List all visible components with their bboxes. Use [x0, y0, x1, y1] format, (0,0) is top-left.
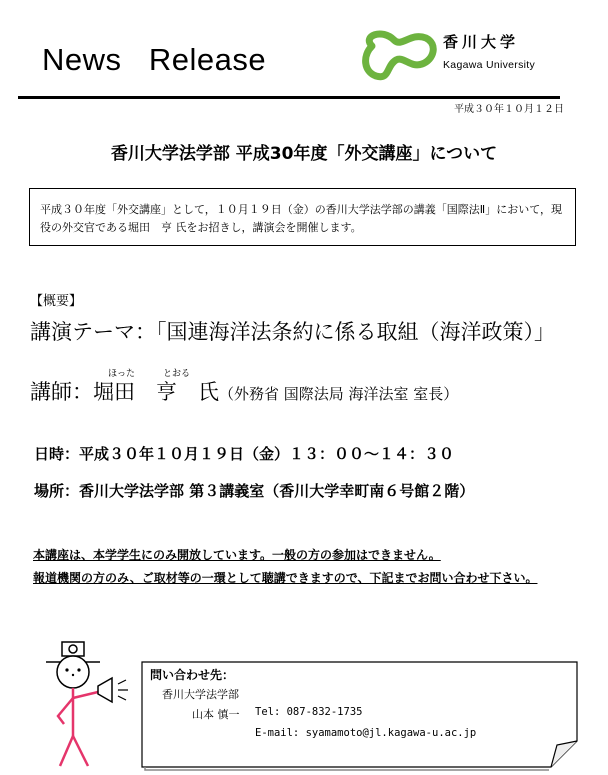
lecturer-affiliation: （外務省 国際法局 海洋法室 室長）	[219, 385, 459, 403]
header-divider	[18, 96, 560, 99]
university-name-en: Kagawa University	[443, 59, 536, 71]
lecturer-ruby-given: とおる	[163, 369, 191, 379]
event-datetime: 日時：平成３０年１０月１９日（金）１３：００～１４：３０	[34, 445, 455, 463]
contact-department: 香川大学法学部	[162, 688, 239, 701]
notice-students-only: 本講座は、本学学生にのみ開放しています。一般の方の参加はできません。	[33, 548, 441, 562]
news-release-heading: News Release	[42, 42, 267, 77]
page-title: 香川大学法学部 平成30年度「外交講座」について	[110, 144, 498, 164]
lecturer-name: 堀田 亨 氏	[93, 380, 219, 404]
notice-press: 報道機関の方のみ、ご取材等の一環として聴講できますので、下記までお問い合わせ下さい。	[33, 571, 538, 585]
lecture-theme: 講演テーマ：「国連海洋法条約に係る取組（海洋政策）」	[30, 320, 555, 344]
university-name-ja: 香川大学	[443, 33, 520, 51]
mascot-illustration	[40, 640, 140, 770]
release-date: 平成３０年１０月１２日	[454, 104, 564, 115]
contact-tel: Tel: 087-832-1735	[255, 706, 363, 718]
lecturer-ruby-family: ほった	[108, 369, 136, 379]
event-place: 場所：香川大学法学部 第３講義室（香川大学幸町南６号館２階）	[34, 482, 475, 500]
lecturer-label: 講師：	[30, 380, 93, 404]
contact-email[interactable]: E-mail: syamamoto@jl.kagawa-u.ac.jp	[255, 727, 477, 739]
contact-name: 山本 慎一	[192, 708, 240, 721]
lecturer-line	[30, 376, 458, 406]
overview-label: 【概要】	[30, 294, 83, 309]
university-logo	[360, 26, 440, 82]
contact-heading: 問い合わせ先：	[150, 668, 235, 682]
summary-text: 平成３０年度「外交講座」として，１０月１９日（金）の香川大学法学部の講義「国際法Ⅱ」において，現役の外交官である堀田 亨 氏をお招きし，講演会を開催します。	[40, 203, 562, 234]
